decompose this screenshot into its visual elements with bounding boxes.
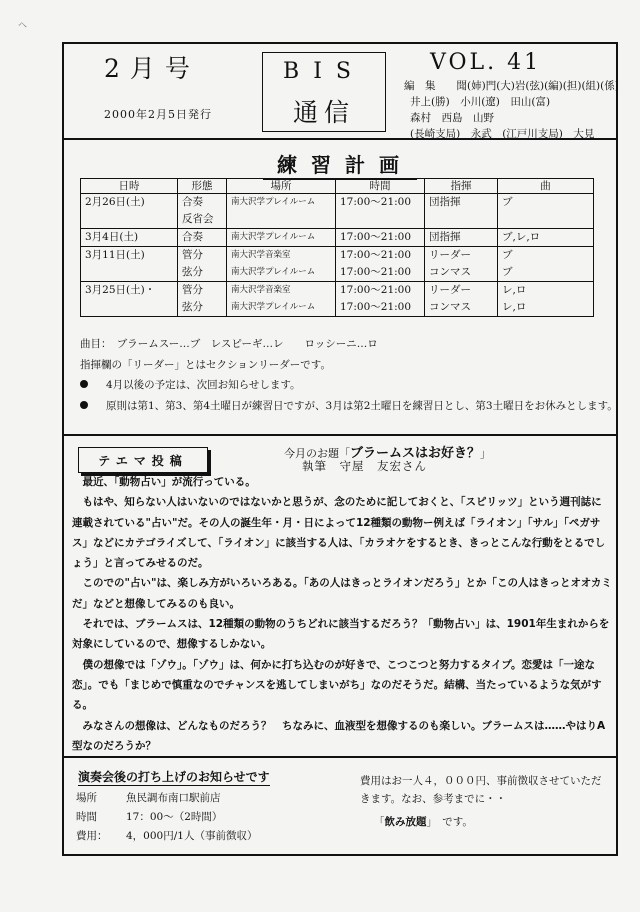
drink-note: 「飲み放題」 です。: [374, 816, 473, 828]
cell-conductor: リーダー コンマス: [425, 247, 498, 282]
publish-date: 2000年2月5日発行: [104, 108, 212, 121]
cell-piece: ブ: [498, 194, 594, 229]
theme-label: テエマ投稿: [98, 454, 188, 468]
schedule-title: 練習計画: [64, 149, 616, 178]
table-row: [81, 282, 594, 317]
essay-author: 執筆 守屋 友宏さん: [302, 459, 427, 473]
cell-time: 17:00～21:00: [336, 229, 425, 247]
essay-paragraph: みなさんの想像は、どんなものだろう？ ちなみに、血液型を想像するのも楽しい。ブラームスは……やはりA型なのだろうか？: [72, 719, 606, 752]
cell-form: 管分 弦分: [178, 247, 227, 282]
masthead: [62, 42, 618, 140]
cell-place: 南大沢学音楽室 南大沢学プレイルーム: [227, 282, 336, 317]
cell-place: 南大沢学音楽室 南大沢学プレイルーム: [227, 247, 336, 282]
cell-date: 2月26日(土): [81, 194, 178, 229]
volume-number: VOL. 41: [430, 50, 542, 75]
practice-schedule-section: [62, 140, 618, 436]
cell-place: 南大沢学プレイルーム: [227, 229, 336, 247]
title-line-1: BIS: [283, 59, 365, 84]
theme-essay-section: [62, 436, 618, 758]
essay-paragraph: それでは、ブラームスは、12種類の動物のうちどれに該当するだろう？「動物占い」は、1901年生まれからを対象にしているので、想像するしかない。: [72, 618, 610, 651]
essay-paragraph: 最近、「動物占い」が流行っている。: [82, 476, 256, 488]
theme-label-box: [78, 447, 208, 473]
editor-line-4: (長崎支局) 永武 (江戸川支局) 大見: [410, 128, 595, 140]
cell-time: 17:00～21:00: [336, 194, 425, 229]
newsletter-title-box: [262, 52, 386, 132]
cell-date: 3月4日(土): [81, 229, 178, 247]
essay-body: [72, 472, 612, 756]
table-row: [81, 229, 594, 247]
table-header-row: [81, 179, 594, 194]
cell-conductor: 団指揮: [425, 229, 498, 247]
title-line-2: 通信: [292, 98, 355, 127]
cell-form: 管分 弦分: [178, 282, 227, 317]
fee-note: 費用はお一人４，０００円、事前徴収させていただきます。なお、参考までに・・: [360, 775, 602, 805]
pieces-legend: 曲目： ブラームスー…ブ レスピーギ…レ ロッシーニ…ロ: [80, 338, 378, 350]
schedule-table: [80, 178, 594, 317]
essay-paragraph: もはや、知らない人はいないのではないかと思うが、念のために記しておくと、「スピリッツ」という週刊誌に連載されている"占い"だ。その人の誕生年・月・日によって12種類の動物ー例えば「ライオン」「サル」「ペガサス」などにカテゴライズして、「ライオン」に該当する人は、「カラオケをするとき、きっとこんな行動をとるでしょう」と言ってみせるのだ。: [72, 496, 606, 570]
cell-place: 南大沢学プレイルーム: [227, 194, 336, 229]
col-date: 日時: [81, 179, 178, 194]
cell-piece: ブ ブ: [498, 247, 594, 282]
col-piece: 曲: [498, 179, 594, 194]
editor-line-2: 井上(勝) 小川(遼) 田山(富): [410, 96, 551, 108]
col-form: 形態: [178, 179, 227, 194]
issue-label: 2月号: [104, 54, 200, 83]
cell-piece: ブ,レ,ロ: [498, 229, 594, 247]
after-party-notice: [62, 758, 618, 856]
cell-date: 3月11日(土): [81, 247, 178, 282]
conductor-note: 指揮欄の「リーダー」とはセクションリーダーです。: [80, 359, 331, 371]
corner-mark: ヘ: [18, 21, 28, 31]
party-row-place: 場所 魚民調布南口駅前店: [76, 792, 221, 804]
bullet-icon: [80, 401, 88, 409]
cell-form: 合奏: [178, 229, 227, 247]
cell-conductor: リーダー コンマス: [425, 282, 498, 317]
bullet-item: 原則は第1、第3、第4土曜日が練習日ですが、3月は第2土曜日を練習日とし、第3土曜日をお休みとします。: [80, 396, 626, 416]
editor-line-3: 森村 西島 山野: [410, 112, 494, 124]
cell-form: 合奏 反省会: [178, 194, 227, 229]
table-row: [81, 194, 594, 229]
table-row: [81, 247, 594, 282]
party-title: 演奏会後の打ち上げのお知らせです: [78, 770, 270, 784]
cell-date: 3月25日(土)・: [81, 282, 178, 317]
cell-piece: レ,ロ レ,ロ: [498, 282, 594, 317]
editor-line-1: 編 集 聞(姉)門(大)岩(弦)(編)(担)(組)(係): [404, 80, 619, 92]
essay-paragraph: 僕の想像では「ゾウ」。「ゾウ」は、何かに打ち込むのが好きで、こつこつと努力するタイプ。恋愛は「一途な恋」。でも「まじめで慎重なのでチャンスを逃してしまいがち」なのだそうだ。結構、当たっているような気がする。: [72, 658, 602, 712]
bullet-item: 4月以後の予定は、次回お知らせします。: [80, 375, 600, 395]
cell-conductor: 団指揮: [425, 194, 498, 229]
essay-paragraph: このでの"占い"は、楽しみ方がいろいろある。「あの人はきっとライオンだろう」とか「この人はきっとオオカミだ」などと想像してみるのも良い。: [72, 577, 612, 610]
essay-topic: 今月のお題「ブラームスはお好き？」: [284, 446, 492, 461]
col-place: 場所: [227, 179, 336, 194]
party-row-time: 時間 17：00～（2時間）: [76, 811, 223, 823]
col-time: 時間: [336, 179, 425, 194]
party-row-fee: 費用： 4，000円/1人（事前徴収）: [76, 830, 258, 842]
cell-time: 17:00～21:00 17:00～21:00: [336, 282, 425, 317]
col-conductor: 指揮: [425, 179, 498, 194]
bullet-icon: [80, 380, 88, 388]
cell-time: 17:00～21:00 17:00～21:00: [336, 247, 425, 282]
